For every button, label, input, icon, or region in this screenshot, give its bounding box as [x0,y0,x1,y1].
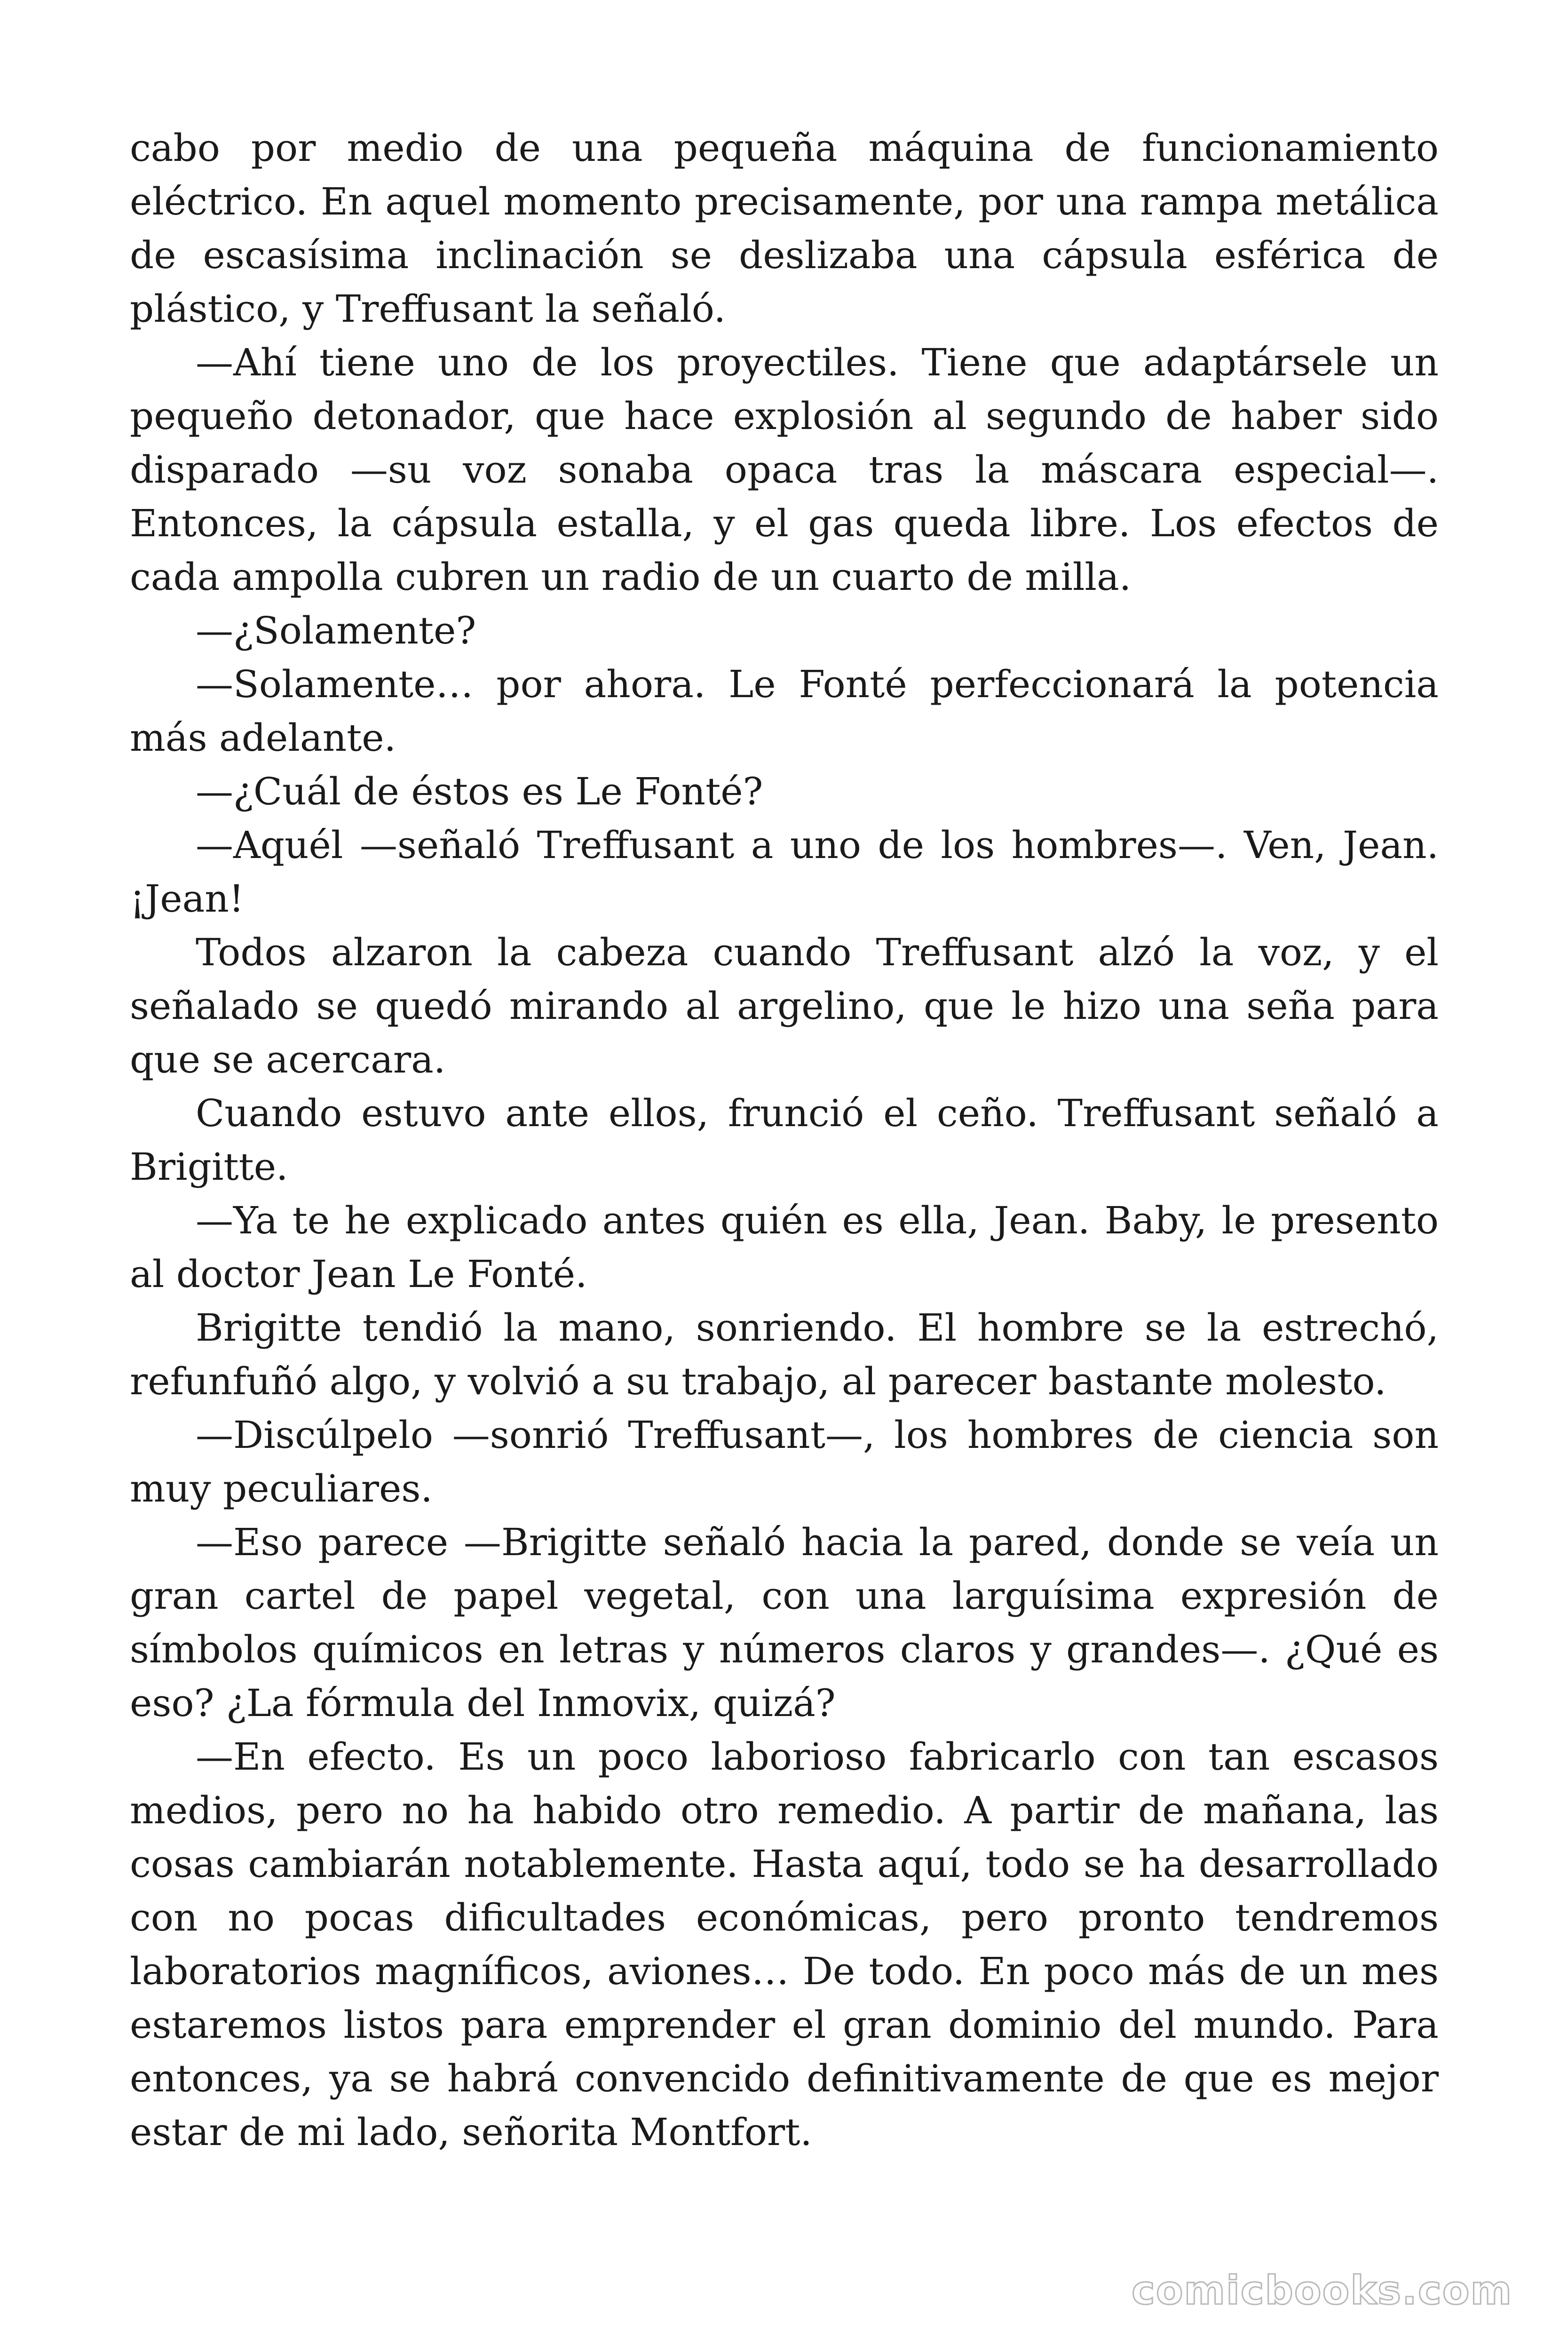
watermark: comicbooks.com [1132,2267,1513,2313]
paragraph: —Solamente… por ahora. Le Fonté perfeccionará la potencia más adelante. [130,662,1439,760]
paragraph: Brigitte tendió la mano, sonriendo. El hombre se la estrechó, refunfuñó algo, y volvió a su trabajo, al parecer bastante molesto. [130,1306,1439,1403]
paragraph: —¿Cuál de éstos es Le Fonté? [196,770,763,813]
paragraph: —Discúlpelo —sonrió Treffusant—, los hombres de ciencia son muy peculiares. [130,1413,1439,1510]
paragraph: cabo por medio de una pequeña máquina de funcionamiento eléctrico. En aquel momento precisamente, por una rampa metálica de escasísima inclinación se deslizaba una cápsula esférica de plástico, y Treffusant la señaló. [130,126,1439,331]
paragraph: Todos alzaron la cabeza cuando Treffusant alzó la voz, y el señalado se quedó mirando al argelino, que le hizo una seña para que se acercara. [130,930,1439,1081]
paragraph: Cuando estuvo ante ellos, frunció el ceño. Treffusant señaló a Brigitte. [130,1091,1439,1189]
paragraph: —Aquél —señaló Treffusant a uno de los hombres—. Ven, Jean. ¡Jean! [130,823,1439,921]
paragraph: —En efecto. Es un poco laborioso fabricarlo con tan escasos medios, pero no ha habido otro remedio. A partir de mañana, las cosas cambiarán notablemente. Hasta aquí, todo se ha desarrollado con no pocas dificultades económicas, pero pronto tendremos laboratorios magníficos, aviones… De todo. En poco más de un mes estaremos listos para emprender el gran dominio del mundo. Para entonces, ya se habrá convencido definitivamente de que es mejor estar de mi lado, señorita Montfort. [130,1735,1439,2154]
paragraph: —Ahí tiene uno de los proyectiles. Tiene que adaptársele un pequeño detonador, que hace explosión al segundo de haber sido disparado —su voz sonaba opaca tras la máscara especial—. Entonces, la cápsula estalla, y el gas queda libre. Los efectos de cada ampolla cubren un radio de un cuarto de milla. [130,341,1439,599]
paragraph: —¿Solamente? [196,609,476,652]
paragraph: —Ya te he explicado antes quién es ella, Jean. Baby, le presento al doctor Jean Le Fonté. [130,1199,1439,1296]
paragraph: —Eso parece —Brigitte señaló hacia la pared, donde se veía un gran cartel de papel vegetal, con una larguísima expresión de símbolos químicos en letras y números claros y grandes—. ¿Qué es eso? ¿La fórmula del Inmovix, quizá? [130,1520,1439,1725]
page-body [130,121,1439,2191]
